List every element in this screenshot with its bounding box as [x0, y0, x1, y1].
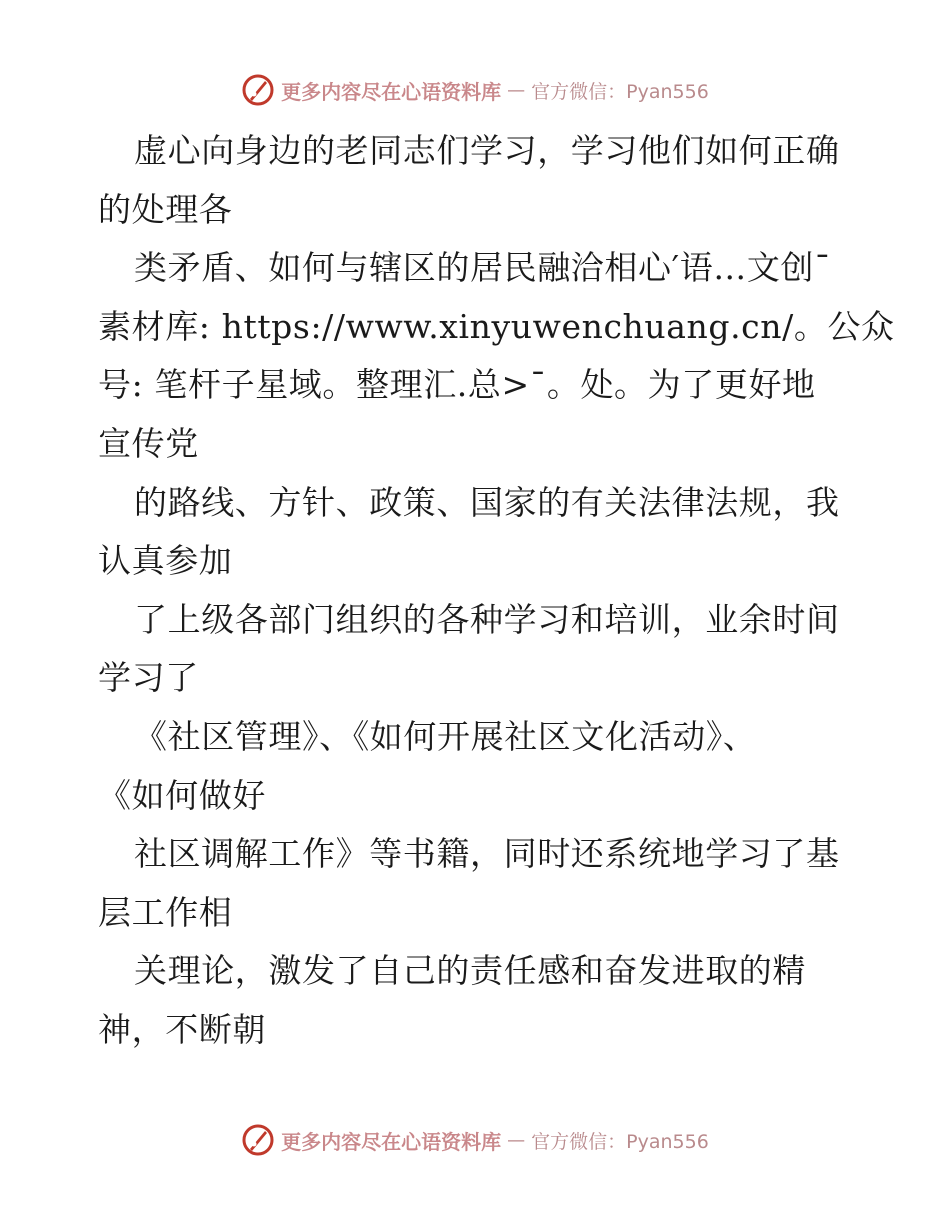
text-line: 神，不断朝 [98, 1009, 266, 1049]
watermark-separator: — [507, 1129, 526, 1151]
watermark-brand: 更多内容尽在心语资料库 [281, 79, 502, 104]
text-line: 素材库: https://www.xinyuwenchuang.cn/。公众 [98, 306, 895, 346]
footer-watermark [0, 1120, 950, 1160]
quill-logo-icon [241, 73, 275, 107]
text-line: 《社区管理》、《如何开展社区文化活动》、 [134, 716, 757, 756]
text-line: 宣传党 [98, 423, 199, 463]
text-line: 的路线、方针、政策、国家的有关法律法规，我 [134, 482, 840, 522]
text-line: 类矛盾、如何与辖区的居民融洽相心′语…文创¯ [134, 248, 832, 288]
watermark-brand: 更多内容尽在心语资料库 [281, 1129, 502, 1154]
text-line: 社区调解工作》等书籍，同时还系统地学习了基 [134, 834, 840, 874]
text-line: 层工作相 [98, 892, 233, 932]
text-line: 号: 笔杆子星域。整理汇.总>¯。处。为了更好地 [98, 365, 816, 405]
header-watermark [0, 70, 950, 110]
text-line: 的处理各 [98, 189, 233, 229]
document-body [98, 122, 895, 1060]
quill-logo-icon [241, 1123, 275, 1157]
text-line: 认真参加 [98, 541, 233, 581]
text-line: 关理论，激发了自己的责任感和奋发进取的精 [134, 951, 806, 991]
watermark-wechat: 官方微信：Pyan556 [531, 1130, 709, 1153]
watermark-wechat: 官方微信：Pyan556 [531, 80, 709, 103]
text-line: 虚心向身边的老同志们学习，学习他们如何正确 [134, 131, 840, 170]
text-line: 学习了 [98, 658, 199, 698]
text-line: 了上级各部门组织的各种学习和培训，业余时间 [134, 599, 840, 639]
text-line: 《如何做好 [98, 775, 266, 815]
watermark-separator: — [507, 79, 526, 101]
